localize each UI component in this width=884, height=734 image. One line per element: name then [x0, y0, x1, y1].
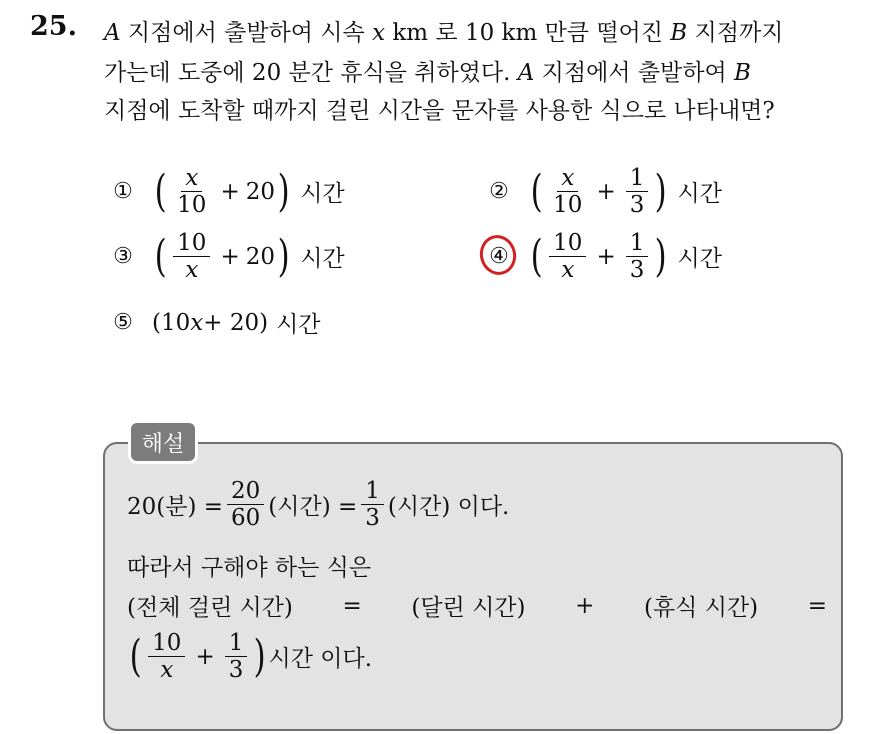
choice-number: ② — [489, 179, 509, 205]
fraction — [227, 478, 264, 532]
denominator: 3 — [365, 505, 380, 532]
explanation-line-3 — [127, 589, 827, 622]
plus-sign: + — [220, 243, 240, 270]
text: 20(분) = — [127, 494, 224, 521]
numerator: 1 — [225, 630, 248, 657]
unit-label: 시간 — [276, 312, 321, 338]
explanation-tag: 해설 — [128, 420, 198, 464]
plus-sign: + — [596, 243, 616, 270]
numerator: x — [557, 165, 578, 192]
fraction — [225, 630, 248, 684]
fraction — [173, 230, 210, 284]
plus-sign: + — [596, 178, 616, 205]
text: (전체 걸린 시간) — [127, 595, 293, 621]
unit-label: 시간 — [677, 181, 722, 208]
text: (달린 시간) — [411, 595, 526, 621]
expression: (10 — [152, 309, 191, 336]
numerator: 10 — [549, 230, 586, 257]
point-b: B — [734, 60, 751, 86]
text: (휴식 시간) — [643, 595, 759, 621]
fraction — [148, 630, 185, 684]
choice-2[interactable] — [486, 165, 722, 219]
fraction — [361, 478, 384, 532]
var-x: x — [190, 309, 204, 336]
open-paren: ( — [530, 230, 543, 282]
choice-1[interactable] — [110, 165, 345, 219]
close-paren: ) — [253, 630, 266, 682]
open-paren: ( — [129, 630, 142, 682]
question-text: 지점에서 출발하여 시속 — [120, 20, 373, 46]
question-line-2 — [104, 54, 751, 87]
explanation-line-2: 따라서 구해야 하는 식은 — [127, 555, 372, 581]
unit-label: 시간 — [677, 246, 722, 273]
choice-5[interactable] — [110, 306, 321, 339]
point-a: A — [517, 60, 535, 86]
explanation-line-4 — [127, 630, 372, 684]
explanation-line-1 — [127, 478, 509, 532]
equals-sign: = — [342, 592, 362, 619]
open-paren: ( — [154, 165, 167, 217]
choice-number: ① — [113, 179, 133, 205]
numerator: 20 — [227, 478, 264, 505]
text: (시간) = — [268, 494, 358, 521]
fraction — [626, 165, 649, 219]
denominator: 3 — [228, 657, 244, 684]
open-paren: ( — [154, 230, 167, 282]
plus-sign: + — [575, 592, 595, 619]
var-x: x — [372, 20, 386, 46]
text: 시간 이다. — [268, 646, 373, 673]
choice-number — [486, 244, 512, 269]
denominator: 3 — [629, 257, 645, 284]
question-text: km 로 10 km 만큼 떨어진 — [385, 20, 671, 46]
choice-number: ③ — [113, 244, 133, 270]
point-a: A — [104, 20, 121, 46]
question-line-1 — [104, 14, 783, 47]
term: 20 — [245, 243, 276, 270]
denominator: 60 — [231, 505, 261, 532]
open-paren: ( — [530, 165, 543, 217]
choice-number-text: ④ — [489, 244, 509, 270]
fraction — [173, 165, 210, 219]
fraction — [549, 165, 586, 219]
unit-label: 시간 — [300, 181, 345, 208]
choice-4[interactable] — [486, 230, 722, 284]
fraction — [549, 230, 586, 284]
unit-label: 시간 — [300, 246, 345, 273]
fraction — [626, 230, 649, 284]
question-text: 지점에서 출발하여 — [534, 60, 735, 86]
numerator: x — [181, 165, 202, 192]
close-paren: ) — [277, 230, 290, 282]
term: 20 — [245, 178, 276, 205]
expression: + 20) — [203, 309, 269, 336]
denominator: x — [160, 657, 174, 684]
question-text: 가는데 도중에 20 분간 휴식을 취하였다. — [104, 60, 518, 86]
numerator: 1 — [626, 165, 649, 192]
denominator: 10 — [553, 192, 583, 219]
equals-sign: = — [807, 592, 827, 619]
denominator: x — [185, 257, 199, 284]
question-line-3: 지점에 도착할 때까지 걸린 시간을 문자를 사용한 식으로 나타내면? — [104, 98, 775, 124]
numerator: 10 — [148, 630, 185, 657]
choice-number: ⑤ — [113, 310, 133, 335]
text: (시간) 이다. — [387, 494, 510, 521]
close-paren: ) — [277, 165, 290, 217]
denominator: 3 — [629, 192, 645, 219]
answer-circle-mark — [476, 232, 521, 280]
numerator: 10 — [173, 230, 210, 257]
numerator: 1 — [361, 478, 384, 505]
plus-sign: + — [195, 643, 215, 670]
numerator: 1 — [626, 230, 649, 257]
choice-3[interactable] — [110, 230, 345, 284]
plus-sign: + — [220, 178, 240, 205]
point-b: B — [670, 20, 688, 46]
denominator: x — [561, 257, 575, 284]
question-text: 지점까지 — [687, 20, 784, 46]
question-number: 25. — [30, 11, 77, 42]
close-paren: ) — [654, 165, 667, 217]
denominator: 10 — [177, 192, 207, 219]
close-paren: ) — [654, 230, 667, 282]
